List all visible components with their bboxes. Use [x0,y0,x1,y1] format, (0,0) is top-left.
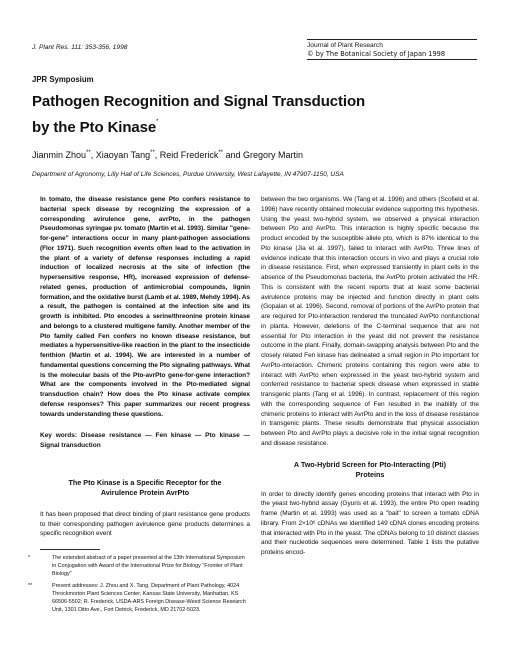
title-line-2-text: by the Pto Kinase [32,119,157,136]
author-separator: , [90,150,96,160]
heading-line: The Pto Kinase is a Specific Receptor for the [68,477,222,487]
author-list [32,150,303,160]
title-footnote-mark: * [156,119,159,125]
title-line-1: Pathogen Recognition and Signal Transduction [32,93,366,110]
section-heading-pto-receptor [40,478,250,498]
heading-line: A Two-Hybrid Screen for Pto-Interacting (Pti) [293,459,447,469]
affiliation: Department of Agronomy, Lilly Hall of Life Sciences, Purdue University, West Lafayette, IN 47907-1150, USA [32,171,344,178]
author-mark: ** [86,150,91,156]
section-heading-two-hybrid [261,460,479,480]
footnote-text: Present addresses: J. Zhou and X. Tang, Department of Plant Pathology, 4024 Throckmorton Plant Sciences Center, Kansas State University, Manhattan, KS 66506-5502; R. Frederick, USDA-ARS Foreign Disease-Weed Science Research Unit, 1301 Ditto Ave., Fort Detrick, Frederick, MD 21702-5023. [52,583,246,613]
journal-box [307,39,477,60]
body-paragraph: It has been proposed that direct binding of plant resistance gene products to their corresponding pathogen avirulence gene products determines a specific recognition event [40,510,250,538]
author-separator: and [223,150,244,160]
body-paragraph: In order to directly identify genes encoding proteins that interact with Pto in the yeast two-hybrid assay (Gyuris et al. 1993), the entire Pto open reading frame (Martin et al. 1993) was used as a "bait" to screen a tomato cDNA library. From 2×10⁶ cDNAs we identified 149 cDNA clones encoding proteins that interacted with Pto in the yeast. The cDNAs belong to 10 distinct classes and their nucleotide sequences were determined. Table 1 lists the putative proteins encod- [261,490,479,556]
author-mark: ** [150,150,155,156]
paper-title [32,92,462,138]
right-column [261,195,479,558]
author-separator: , [154,150,160,160]
footnote [28,554,250,578]
keywords: Key words: Disease resistance — Fen kinase — Pto kinase — Signal transduction [40,432,250,449]
author-name: Gregory Martin [243,150,304,160]
section-label: JPR Symposium [32,75,94,84]
author-name: Jianmin Zhou [32,150,87,160]
author-name: Xiaoyan Tang [95,150,151,160]
copyright-notice: © by The Botanical Society of Japan 1998 [307,50,446,58]
title-line-2 [32,112,462,138]
footnote-mark: ** [28,583,33,589]
author-mark: ** [218,150,223,156]
heading-line: Proteins [355,469,385,479]
body-paragraph: between the two organisms. We (Tang et al. 1996) and others (Scofield et al. 1996) have recently obtained molecular evidence supporting this hypothesis. Using the yeast two-hybrid system, we observed a physical interaction between Pto and AvrPto. This interaction is highly specific because the product encoded by the susceptible allele pto, which is 87% identical to the Pto kinase (Jia et al. 1997), failed to interact with AvrPto. Three lines of evidence indicate that this interaction occurs in vivo and plays a crucial role in disease resistance. First, when expressed transiently in plant cells in the absence of the Pseudomonas bacteria, the AvrPto protein activated the HR. This is consistent with the recent reports that at least some bacterial avirulence proteins may be injected and function directly in plant cells (Gopalan et al. 1996). Second, removal of portions of the AvrPto protein that are required for Pto-interaction rendered the truncated AvrPto nonfunctional in planta. However, deletions of the C-terminal sequence that are not essential for Pto interaction in the yeast did not prevent the resistance outcome in the plant. Finally, domain-swapping analysis between Pto and the closely related Fen kinase has delineated a small region in Pto important for AvrPto-interaction. Chimeric proteins containing this region were able to interact with AvrPto when expressed in the yeast two-hybrid system and conferred resistance to bacterial speck disease when expressed in stable transgenic plants (Tang et al. 1996). In contrast, replacement of this region with the corresponding sequence of Fen resulted in the inability of the chimeric proteins to interact with AvrPto and in the loss of disease resistance in transgenic plants. These results demonstrate that physical association between Pto and AvrPto plays a decisive role in the initial signal recognition and disease resistance. [261,196,479,447]
author-name: Reid Frederick [159,150,219,160]
journal-citation: J. Plant Res. 111: 353-356, 1998 [32,44,128,51]
abstract: In tomato, the disease resistance gene Pto confers resistance to bacterial speck disease by recognizing the expression of a corresponding avirulence gene, avrPto, in the pathogen Pseudomonas syringae pv. tomato (Martin et al. 1993). Similar "gene-for-gene" interactions occur in many plant-pathogen associations (Flor 1971). Such recognition events often lead to the activation in the plant of a variety of defense responses including a rapid induction of localized necrosis at the site of infection (the hypersensitive response, HR), increased expression of defense-related genes, production of antimicrobial compounds, lignin formation, and the oxidative burst (Lamb et al. 1989, Mehdy 1994). As a result, the pathogen is contained at the infection site and its growth is inhibited. Pto encodes a serine/threonine protein kinase and belongs to a clustered multigene family. Another member of the Pto family called Fen confers no known disease resistance, but mediates a hypersensitive-like reaction in the plant to the insecticide fenthion (Martin et al. 1994). We are interested in a number of fundamental questions concerning the Pto signaling pathways. What is the molecular basis of the Pto-avrPto gene-for-gene interaction? What are the components involved in the Pto-mediated signal transduction chain? How does the Pto kinase activate complex defense responses? This paper summarizes our recent progress towards understanding these questions. [40,196,250,418]
footnote-text: The extended abstract of a paper presented at the 13th International Symposium in Conjugation with Award of the International Prize for Biology "Frontier of Plant Biology" [52,555,245,577]
footnote-mark: * [28,555,31,561]
footnote [28,582,250,614]
footnote-rule [40,549,100,550]
heading-line: Avirulence Protein AvrPto [100,487,190,497]
left-column [28,195,250,614]
journal-name: Journal of Plant Research [307,42,383,49]
